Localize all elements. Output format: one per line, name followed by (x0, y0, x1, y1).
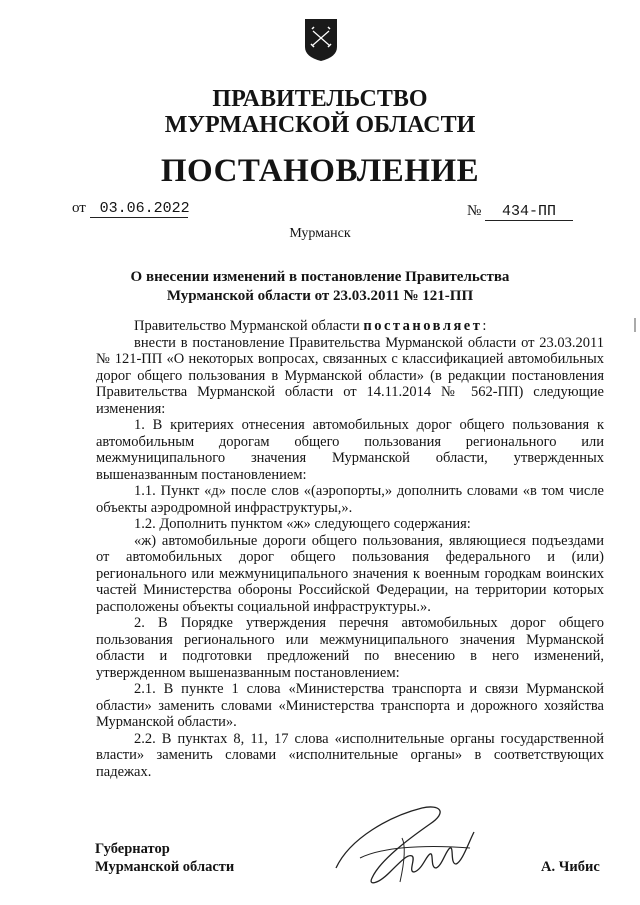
organization-name-line1: ПРАВИТЕЛЬСТВО (212, 86, 428, 112)
body-paragraph: 2.2. В пунктах 8, 11, 17 слова «исполнительные органы государственной власти» заменить словами «исполнительные органы» в соответствующих падежах. (96, 730, 604, 780)
body-paragraph: 2.1. В пункте 1 слова «Министерства транспорта и связи Мурманской области» заменить словами «Министерства транспорта и дорожного хозяйства Мурманской области». (96, 681, 604, 730)
number-prefix: № (467, 203, 482, 219)
city-name: Мурманск (289, 226, 351, 241)
intro-paragraph (96, 318, 604, 335)
date-value: 03.06.2022 (90, 200, 188, 218)
body-paragraph: 1. В критериях отнесения автомобильных дорог общего пользования к автомобильным дорогам общего пользования регионального или межмуниципального значения Мурманской области, утвержденных вышеназванным постановлением: (96, 417, 604, 483)
intro-decree-word: постановляет (363, 318, 483, 334)
signatory-title (95, 840, 234, 876)
body-paragraph: «ж) автомобильные дороги общего пользования, являющиеся подъездами от автомобильных дорог общего пользования федерального и (или) регионального или межмуниципального значения к военным городкам воинских частей Министерства обороны Российской Федерации, на территории которых расположены объекты социальной инфраструктуры.». (96, 532, 604, 615)
document-number (467, 203, 573, 221)
signatory-name: А. Чибис (541, 859, 600, 875)
number-value: 434-ПП (485, 203, 573, 221)
document-date (72, 200, 188, 218)
signatory-title-line1: Губернатор (95, 841, 170, 857)
organization-name-line2: МУРМАНСКОЙ ОБЛАСТИ (164, 112, 476, 138)
subject-line2: Мурманской области от 23.03.2011 № 121-ПП (166, 288, 474, 304)
body-paragraph: внести в постановление Правительства Мурманской области от 23.03.2011 № 121-ПП «О некоторых вопросах, связанных с классификацией автомобильных дорог общего пользования в Мурманской области» (в редакции постановления Правительства Мурманской области от 14.11.2014 № 562-ПП) следующие изменения: (96, 334, 604, 417)
signatory-title-line2: Мурманской области (95, 859, 235, 875)
body-paragraph: 1.2. Дополнить пунктом «ж» следующего содержания: (134, 516, 471, 532)
body-paragraph: 1.1. Пункт «д» после слов «(аэропорты,» дополнить словами «в том числе объекты аэродромной инфраструктуры,». (96, 483, 604, 516)
document-type-title: ПОСТАНОВЛЕНИЕ (160, 153, 480, 189)
scan-edge-mark (634, 318, 636, 332)
subject-line1: О внесении изменений в постановление Правительства (130, 269, 510, 285)
document-body (96, 318, 604, 780)
body-paragraph: 2. В Порядке утверждения перечня автомобильных дорог общего пользования регионального или межмуниципального значения Мурманской области и подготовки предложений по внесению в него изменений, утвержденном вышеназванным постановлением: (96, 615, 604, 681)
handwritten-signature (330, 798, 480, 890)
date-prefix: от (72, 200, 86, 216)
intro-lead: Правительство Мурманской области (134, 318, 360, 334)
coat-of-arms-icon (303, 17, 339, 63)
document-subject (110, 268, 530, 306)
intro-tail: : (482, 318, 487, 334)
